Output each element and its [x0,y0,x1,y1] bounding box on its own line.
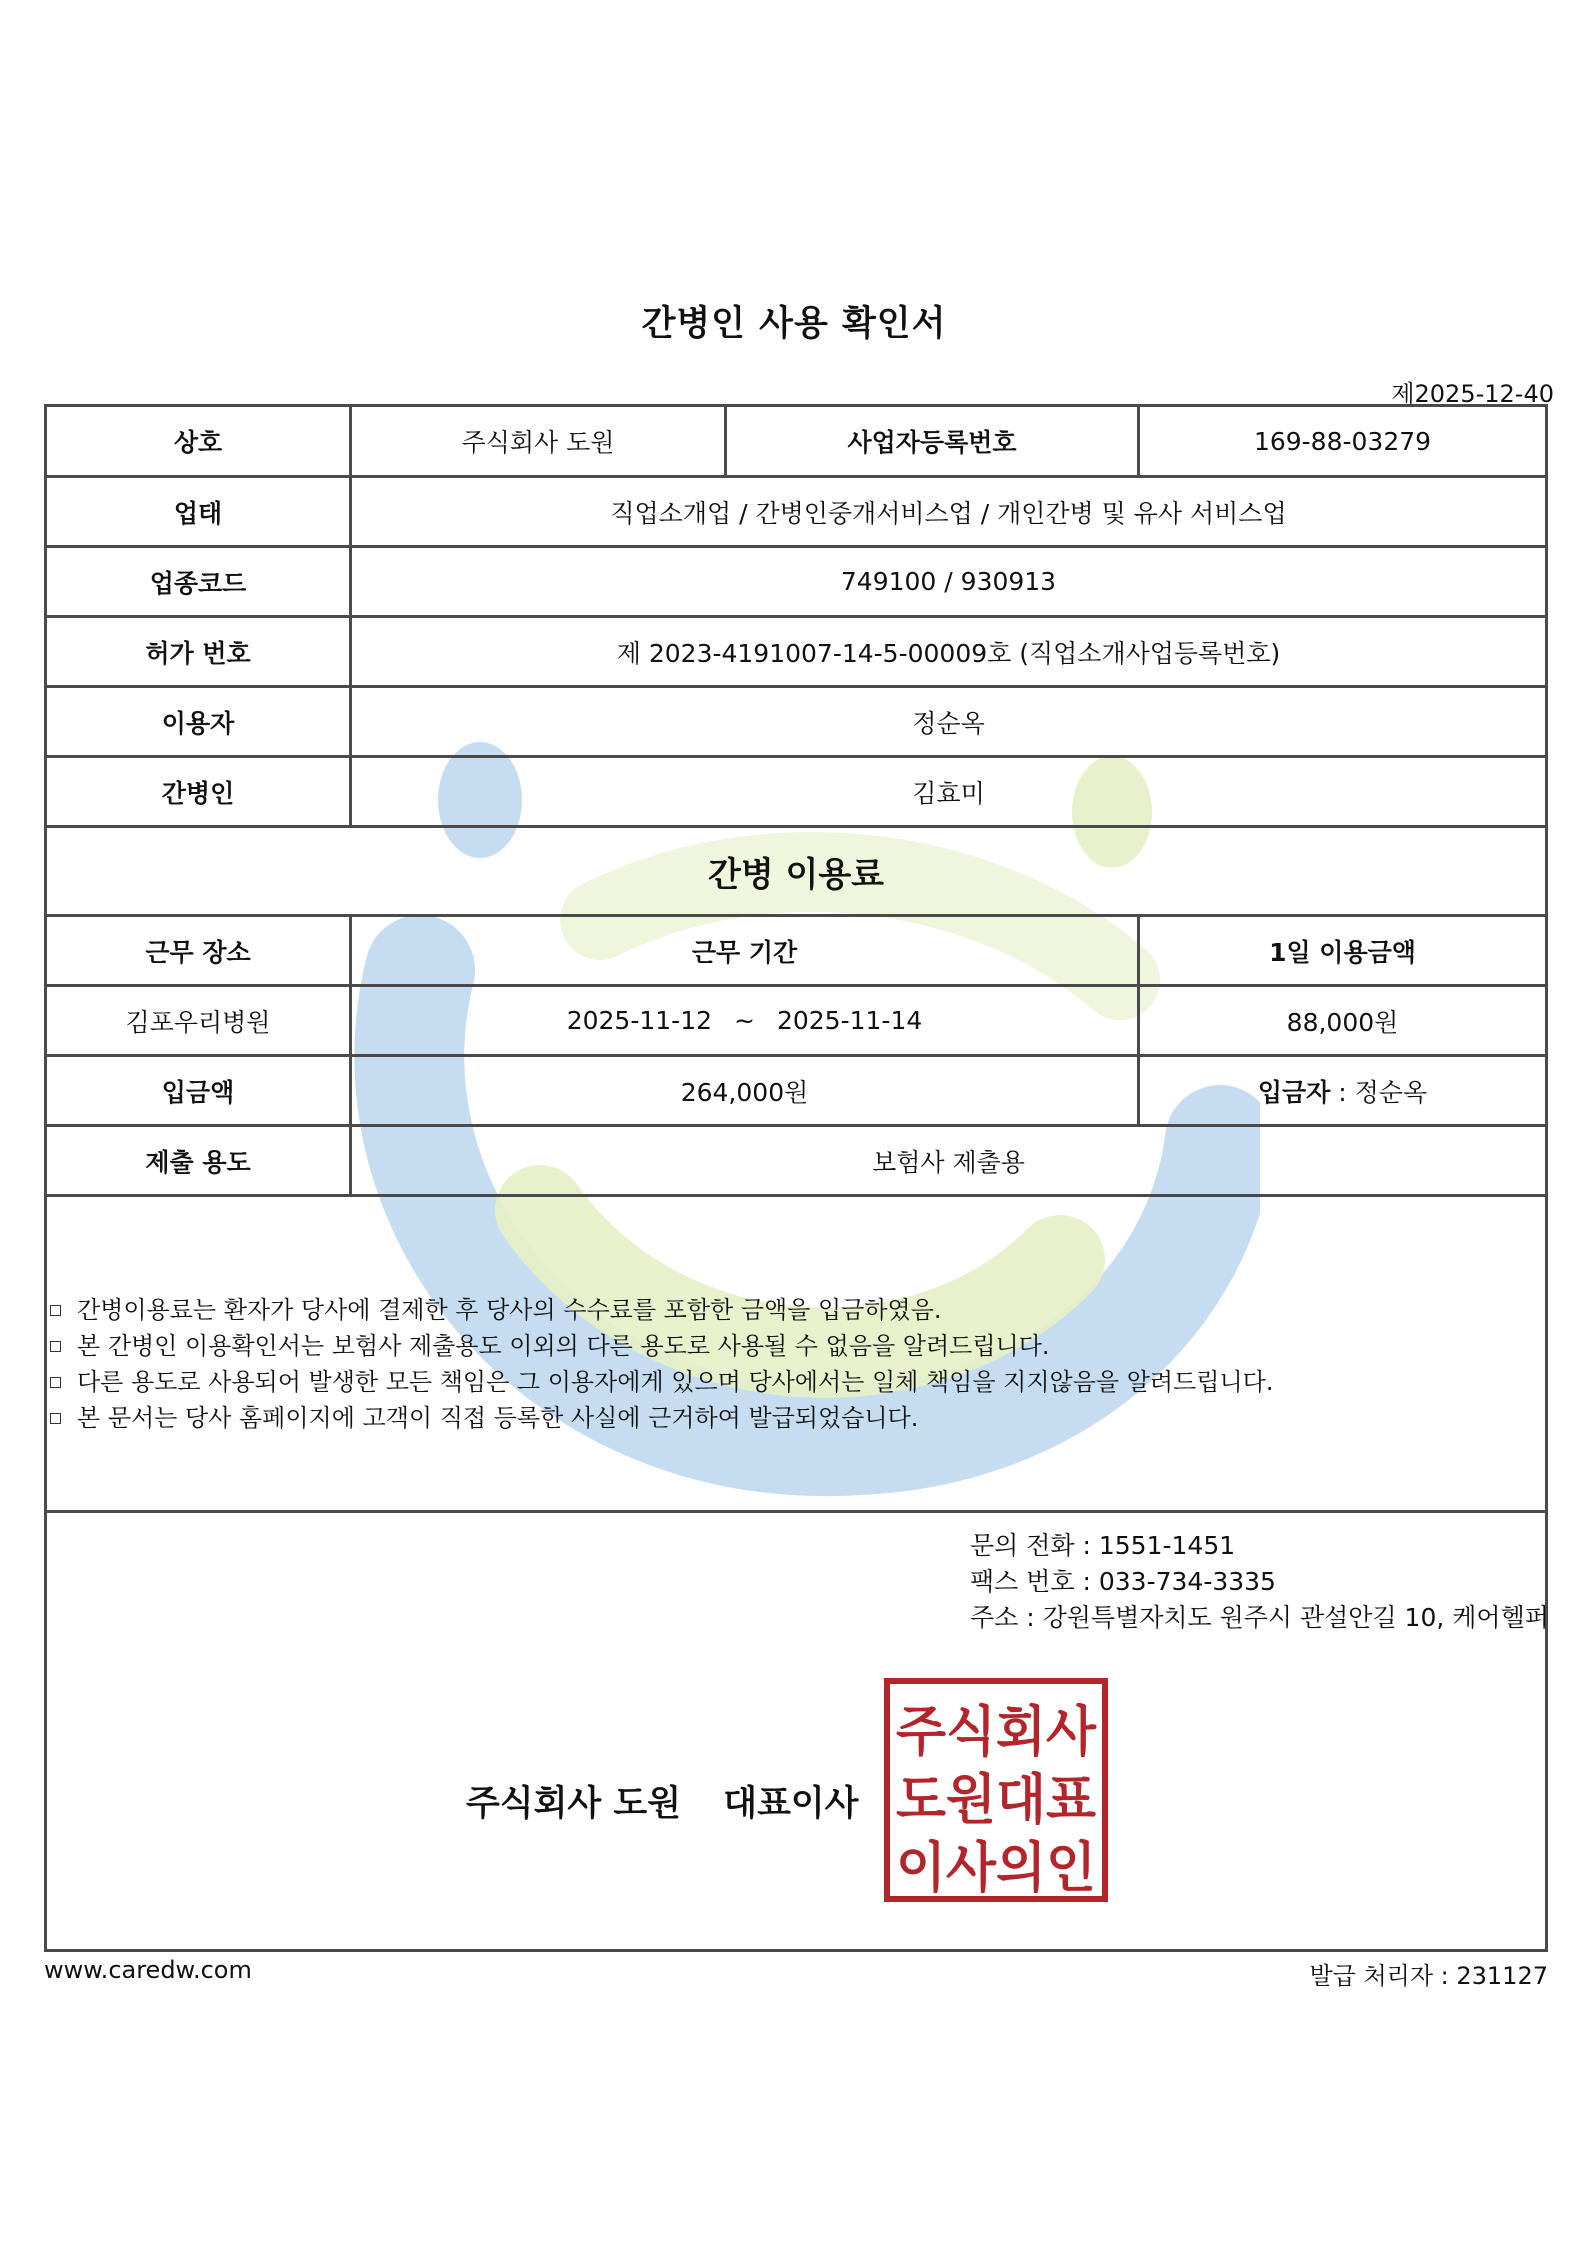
purpose-value: 보험사 제출용 [872,1147,1025,1177]
code-value: 749100 / 930913 [840,567,1057,596]
svg-text:도원대표: 도원대표 [896,1768,1096,1831]
company-seal-stamp [884,1678,1108,1902]
note-item: 본 간병인 이용확인서는 보험사 제출용도 이외의 다른 용도로 사용될 수 없음을 알려드립니다. [50,1328,1273,1364]
footer-issuer: 발급 처리자 : 231127 [1309,1962,1548,1990]
depositor-value: : 정순옥 [1330,1077,1428,1107]
bizno-value: 169-88-03279 [1253,426,1432,456]
square-bullet-icon [50,1413,61,1424]
company-label: 상호 [173,428,223,457]
company-value: 주식회사 도원 [461,428,615,457]
row-user [47,688,1545,758]
caregiver-value: 김효미 [912,778,985,808]
bizno-label: 사업자등록번호 [847,428,1017,457]
deposit-value: 264,000원 [680,1077,809,1107]
period-header: 근무 기간 [691,937,798,967]
code-label: 업종코드 [149,568,247,598]
biztype-label: 업태 [173,498,223,528]
fee-section-title: 간병 이용료 [707,854,885,895]
note-item: 본 문서는 당사 홈페이지에 고객이 직접 등록한 사실에 근거하여 발급되었습니다. [50,1400,1273,1436]
document-number: 제2025-12-40 [1391,380,1554,408]
period-value [352,987,1137,1054]
permit-label: 허가 번호 [145,638,251,668]
daily-header: 1일 이용금액 [1269,937,1416,967]
note-item: 간병이용료는 환자가 당사에 결제한 후 당사의 수수료를 포함한 금액을 입금하였음. [50,1292,1273,1328]
document-title: 간병인 사용 확인서 [641,304,947,344]
daily-value: 88,000원 [1286,1007,1399,1037]
period-start: 2025-11-12 [566,1006,713,1035]
user-label: 이용자 [161,708,235,738]
period-separator: ~ [734,1006,755,1035]
row-caregiver [47,758,1545,828]
user-value: 정순옥 [912,708,985,738]
notes-list [50,1292,1273,1436]
row-fee-headers [47,917,1545,987]
depositor [1140,1057,1545,1124]
biztype-value: 직업소개업 / 간병인중개서비스업 / 개인간병 및 유사 서비스업 [610,498,1287,528]
row-fee-title [47,828,1545,917]
contact-fax: 팩스 번호 : 033-734-3335 [970,1567,1276,1596]
row-company [47,407,1545,478]
square-bullet-icon [50,1305,61,1316]
period-end: 2025-11-14 [776,1006,923,1035]
place-value: 김포우리병원 [125,1007,271,1037]
row-deposit [47,1057,1545,1127]
footer-website: www.caredw.com [44,1956,252,1984]
row-biztype [47,478,1545,548]
deposit-label: 입금액 [161,1077,235,1107]
note-item: 다른 용도로 사용되어 발생한 모든 책임은 그 이용자에게 있으며 당사에서는 일체 책임을 지지않음을 알려드립니다. [50,1364,1273,1400]
certificate-table [44,404,1548,1952]
contact-phone: 문의 전화 : 1551-1451 [970,1531,1236,1560]
svg-text:주식회사: 주식회사 [896,1700,1097,1763]
signature-title: 대표이사 [723,1784,859,1824]
signature-company: 주식회사 도원 [466,1784,682,1824]
square-bullet-icon [50,1377,61,1388]
svg-text:이사의인: 이사의인 [896,1836,1096,1899]
depositor-label: 입금자 [1257,1077,1331,1107]
signature-line [466,1776,858,1826]
row-permit [47,618,1545,688]
purpose-label: 제출 용도 [145,1147,251,1177]
contact-info [970,1528,1549,1636]
caregiver-label: 간병인 [161,778,235,808]
place-header: 근무 장소 [145,937,251,967]
row-purpose [47,1127,1545,1197]
contact-address: 주소 : 강원특별자치도 원주시 관설안길 10, 케어헬퍼 [970,1603,1549,1632]
row-code [47,548,1545,618]
permit-value: 제 2023-4191007-14-5-00009호 (직업소개사업등록번호) [616,638,1281,668]
row-fee-values [47,987,1545,1057]
square-bullet-icon [50,1341,61,1352]
